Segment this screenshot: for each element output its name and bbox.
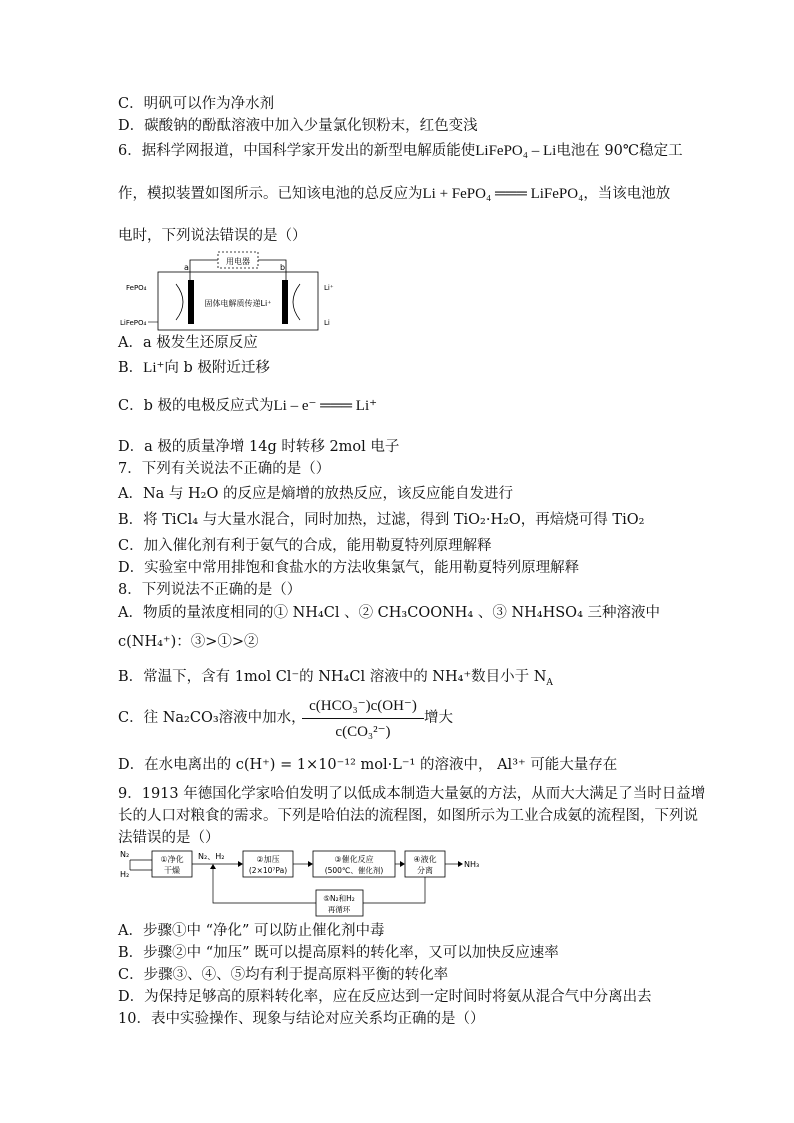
arc-left	[176, 284, 183, 320]
step4-line1: ④液化	[413, 855, 437, 864]
q6-b-text: 向 b 极附近迁移	[164, 360, 270, 376]
input-h2: H₂	[120, 870, 130, 879]
output-nh3: NH₃	[464, 860, 480, 869]
q9-option-a: A．步骤①中 “净化” 可以防止催化剂中毒	[118, 923, 385, 939]
option-d-carbonate: D．碳酸钠的酚酞溶液中加入少量氯化钡粉末，红色变浅	[118, 118, 478, 134]
step5-line2: 再循环	[327, 905, 351, 914]
q6-stem-tail2: ，当该电池放	[583, 186, 671, 202]
q8-option-d: D．在水电离出的 c(H⁺) = 1×10⁻¹² mol·L⁻¹ 的溶液中， Al³⁺ 可能大量存在	[118, 757, 618, 773]
q8-b-text: B．常温下，含有 1mol Cl⁻的 NH₄Cl 溶液中的 NH₄⁺数目小于 N	[118, 669, 547, 685]
step4-line2: 分离	[417, 866, 433, 875]
q6-option-a: A．a 极发生还原反应	[118, 335, 258, 351]
step2-line2: (2×10⁷Pa)	[248, 866, 288, 875]
q8-c-fraction	[302, 696, 424, 742]
label-li-ion: Li⁺	[324, 284, 334, 292]
q10-stem: 10．表中实验操作、现象与结论对应关系均正确的是（）	[118, 1011, 485, 1027]
q7-option-b: B．将 TiCl₄ 与大量水混合，同时加热，过滤，得到 TiO₂·H₂O，再焙烧可得 TiO₂	[118, 512, 645, 528]
step5-line1: ⑤N₂和H₂	[323, 894, 355, 903]
recycle-line	[363, 877, 425, 903]
q6-c-text: C．b 极的电极反应式为	[118, 398, 274, 414]
q6-c-equation: Li – e⁻ ═══ Li⁺	[273, 398, 378, 414]
q6-b-ion: Li⁺	[143, 360, 165, 376]
electrode-b	[282, 280, 288, 324]
step3-line2: (500℃、催化剂)	[324, 866, 384, 875]
electrode-a-label: a	[184, 263, 189, 272]
label-lifepo4: LiFePO₄	[120, 319, 147, 327]
step2-line1: ②加压	[256, 855, 280, 864]
step1-line1: ①净化	[160, 855, 184, 864]
q9-option-b: B．步骤②中 “加压” 既可以提高原料的转化率，又可以加快反应速率	[118, 945, 559, 961]
q8-option-b	[118, 667, 553, 693]
label-li: Li	[324, 319, 330, 327]
q8-c-tail: 增大	[424, 710, 453, 726]
battery-diagram	[118, 250, 338, 332]
q6-option-c	[118, 396, 377, 416]
q6-stem-line1	[118, 141, 683, 161]
q9-stem-line3: 法错误的是（）	[118, 830, 220, 846]
q8-stem: 8．下列说法不正确的是（）	[118, 582, 302, 598]
input-n2: N₂	[120, 850, 130, 859]
q6-option-b	[118, 358, 270, 378]
q8-c-numerator: c(HCO₃⁻)c(OH⁻)	[302, 696, 424, 719]
option-c-alum: C．明矾可以作为净水剂	[118, 96, 275, 112]
haber-flow-diagram	[118, 847, 488, 917]
q9-option-d: D．为保持足够高的原料转化率，应在反应达到一定时间时将氨从混合气中分离出去	[118, 989, 652, 1005]
q7-option-c: C．加入催化剂有利于氨气的合成，能用勒夏特列原理解释	[118, 538, 492, 554]
q8-option-a: A．物质的量浓度相同的① NH₄Cl 、② CH₃COONH₄ 、③ NH₄HSO₄ 三种溶液中	[118, 605, 660, 621]
device-label: 用电器	[226, 257, 250, 266]
q7-option-d: D．实验室中常用排饱和食盐水的方法收集氯气，能用勒夏特列原理解释	[118, 560, 580, 576]
wire-left	[190, 260, 218, 318]
q9-option-c: C．步骤③、④、⑤均有利于提高原料平衡的转化率	[118, 967, 449, 983]
q6-option-d: D．a 极的质量净增 14g 时转移 2mol 电子	[118, 439, 400, 455]
step3-line1: ③催化反应	[334, 855, 374, 864]
q8-option-a-cont: c(NH₄⁺)：③>①>②	[118, 634, 259, 650]
q6-total-reaction: Li + FePO₄ ═══ LiFePO₄	[422, 186, 584, 202]
arc-right	[293, 284, 300, 320]
q6-stem-line3: 电时，下列说法错误的是（）	[118, 228, 307, 244]
q8-c-denominator: c(CO₃²⁻)	[335, 724, 391, 740]
q6-stem-text: 6．据科学网报道，中国科学家开发出的新型电解质能使	[118, 143, 476, 159]
electrode-b-label: b	[280, 263, 286, 272]
q6-stem-tail: 电池在 90℃稳定工	[556, 143, 683, 159]
q6-stem-text2: 作，模拟装置如图所示。已知该电池的总反应为	[118, 186, 423, 202]
q9-stem-line1: 9．1913 年德国化学家哈伯发明了以低成本制造大量氨的方法，从而大大满足了当时日益增	[118, 786, 706, 802]
step1-line2: 干燥	[164, 866, 180, 875]
q7-stem: 7．下列有关说法不正确的是（）	[118, 461, 331, 477]
q6-formula: LiFePO₄ – Li	[475, 143, 557, 159]
q9-stem-line2: 长的人口对粮食的需求。下列是哈伯法的流程图，如图所示为工业合成氨的流程图，下列说	[118, 808, 698, 824]
q8-b-sub: A	[546, 677, 553, 688]
q6-b-prefix: B．	[118, 360, 144, 376]
electrolyte-label: 固体电解质传递Li⁺	[204, 299, 272, 308]
q6-stem-line2	[118, 184, 670, 204]
electrode-a	[188, 280, 194, 324]
q8-c-text: C．往 Na₂CO₃溶液中加水，	[118, 710, 306, 726]
q7-option-a: A．Na 与 H₂O 的反应是熵增的放热反应，该反应能自发进行	[118, 486, 513, 502]
mixed-gas-label: N₂、H₂	[198, 852, 225, 861]
label-fepo4: FePO₄	[126, 284, 147, 292]
